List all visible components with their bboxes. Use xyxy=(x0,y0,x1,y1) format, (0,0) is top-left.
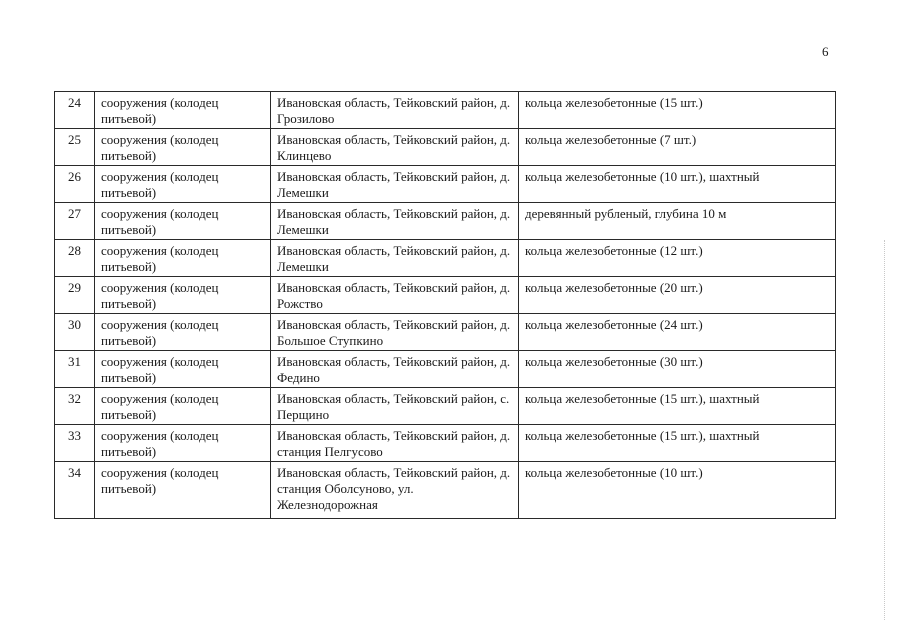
object-type: сооружения (колодец питьевой) xyxy=(95,351,271,388)
row-number: 27 xyxy=(55,203,95,240)
table-row xyxy=(55,240,836,277)
object-description: кольца железобетонные (12 шт.) xyxy=(519,240,836,277)
object-description: кольца железобетонные (15 шт.), шахтный xyxy=(519,425,836,462)
object-type: сооружения (колодец питьевой) xyxy=(95,92,271,129)
table-row xyxy=(55,314,836,351)
object-description: кольца железобетонные (30 шт.) xyxy=(519,351,836,388)
object-type: сооружения (колодец питьевой) xyxy=(95,314,271,351)
object-description: кольца железобетонные (10 шт.), шахтный xyxy=(519,166,836,203)
object-type: сооружения (колодец питьевой) xyxy=(95,462,271,519)
row-number: 25 xyxy=(55,129,95,166)
object-type: сооружения (колодец питьевой) xyxy=(95,166,271,203)
table-row xyxy=(55,203,836,240)
page-number: 6 xyxy=(822,44,829,59)
table-row xyxy=(55,351,836,388)
object-location: Ивановская область, Тейковский район, д. Лемешки xyxy=(271,240,519,277)
table-row xyxy=(55,425,836,462)
object-location: Ивановская область, Тейковский район, д. Большое Ступкино xyxy=(271,314,519,351)
object-type: сооружения (колодец питьевой) xyxy=(95,203,271,240)
object-type: сооружения (колодец питьевой) xyxy=(95,425,271,462)
row-number: 33 xyxy=(55,425,95,462)
object-type: сооружения (колодец питьевой) xyxy=(95,129,271,166)
table-row xyxy=(55,388,836,425)
table-row xyxy=(55,129,836,166)
object-description: деревянный рубленый, глубина 10 м xyxy=(519,203,836,240)
object-location: Ивановская область, Тейковский район, д. Рожство xyxy=(271,277,519,314)
object-description: кольца железобетонные (24 шт.) xyxy=(519,314,836,351)
object-location: Ивановская область, Тейковский район, д. Грозилово xyxy=(271,92,519,129)
object-location: Ивановская область, Тейковский район, д. Лемешки xyxy=(271,203,519,240)
object-description: кольца железобетонные (20 шт.) xyxy=(519,277,836,314)
table-row xyxy=(55,92,836,129)
row-number: 32 xyxy=(55,388,95,425)
row-number: 34 xyxy=(55,462,95,519)
object-description: кольца железобетонные (7 шт.) xyxy=(519,129,836,166)
table-row xyxy=(55,462,836,519)
object-location: Ивановская область, Тейковский район, д. станция Пелгусово xyxy=(271,425,519,462)
object-location: Ивановская область, Тейковский район, д. станция Оболсуново, ул. Железнодорожная xyxy=(271,462,519,519)
object-location: Ивановская область, Тейковский район, д. Федино xyxy=(271,351,519,388)
object-type: сооружения (колодец питьевой) xyxy=(95,388,271,425)
row-number: 30 xyxy=(55,314,95,351)
wells-registry-table xyxy=(54,91,836,519)
object-type: сооружения (колодец питьевой) xyxy=(95,277,271,314)
object-description: кольца железобетонные (15 шт.), шахтный xyxy=(519,388,836,425)
row-number: 31 xyxy=(55,351,95,388)
object-location: Ивановская область, Тейковский район, д. Клинцево xyxy=(271,129,519,166)
row-number: 26 xyxy=(55,166,95,203)
row-number: 28 xyxy=(55,240,95,277)
object-description: кольца железобетонные (15 шт.) xyxy=(519,92,836,129)
object-location: Ивановская область, Тейковский район, с. Перщино xyxy=(271,388,519,425)
row-number: 24 xyxy=(55,92,95,129)
object-type: сооружения (колодец питьевой) xyxy=(95,240,271,277)
row-number: 29 xyxy=(55,277,95,314)
scan-edge-marks xyxy=(884,240,886,620)
object-location: Ивановская область, Тейковский район, д. Лемешки xyxy=(271,166,519,203)
object-description: кольца железобетонные (10 шт.) xyxy=(519,462,836,519)
table-row xyxy=(55,277,836,314)
table-row xyxy=(55,166,836,203)
